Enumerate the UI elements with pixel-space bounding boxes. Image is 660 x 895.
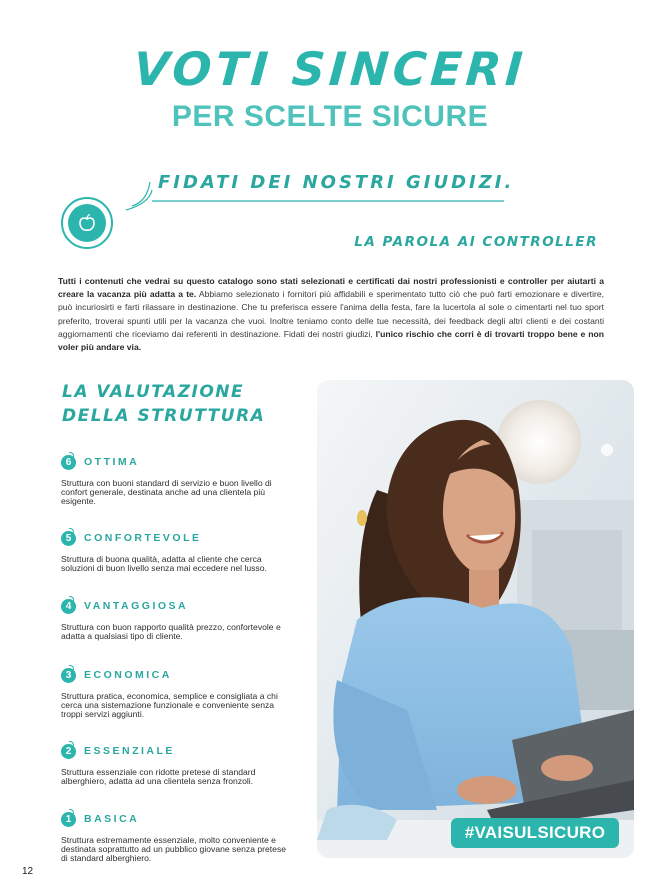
page-subtitle: PER SCELTE SICURE <box>171 100 489 133</box>
rating-description: Struttura essenziale con ridotte pretese di standard alberghiero, adatta ad una clientela senza fronzoli. <box>61 767 256 786</box>
rating-description: Struttura con buon rapporto qualità prezzo, confortevole e adatta a qualsiasi tipo di cliente. <box>61 622 281 641</box>
rating-description: Struttura pratica, economica, semplice e consigliata a chi cerca una sistemazione funzionale e conveniente senza troppi servizi aggiunti. <box>61 691 278 719</box>
rating-description: Struttura di buona qualità, adatta al cliente che cerca soluzioni di buon livello senza mai eccedere nel lusso. <box>61 554 267 573</box>
rating-heading-line1: LA VALUTAZIONE <box>62 382 245 402</box>
rating-number-badge: 2 <box>61 744 76 759</box>
controller-heading: LA PAROLA AI CONTROLLER <box>354 234 598 250</box>
rating-item-3 <box>61 666 291 718</box>
rating-number-badge: 5 <box>61 531 76 546</box>
rating-heading <box>62 380 265 428</box>
apple-badge <box>61 197 113 249</box>
rating-number-badge: 4 <box>61 599 76 614</box>
rating-description: Struttura estremamente essenziale, molto conveniente e destinata soprattutto ad un pubblico giovane senza pretese di standard alberghiero. <box>61 835 287 863</box>
rating-name: ECONOMICA <box>84 669 172 681</box>
rating-item-1 <box>61 810 291 862</box>
rating-name: OTTIMA <box>84 456 140 468</box>
intro-bold-end: l'unico rischio che corri è di trovarti troppo bene e non voler più andare via. <box>58 328 604 353</box>
tagline: FIDATI DEI NOSTRI GIUDIZI. <box>158 172 515 193</box>
rating-item-2 <box>61 742 291 786</box>
rating-item-6 <box>61 453 291 505</box>
rating-number-badge: 3 <box>61 668 76 683</box>
photo-illustration <box>317 380 634 858</box>
intro-paragraph <box>58 275 604 354</box>
rating-name: BASICA <box>84 813 140 825</box>
rating-name: VANTAGGIOSA <box>84 600 189 612</box>
rating-heading-line2: DELLA STRUTTURA <box>62 406 266 426</box>
intro-body: Abbiamo selezionato i fornitori più affidabili e sperimentato tutto ciò che può farti emozionare e divertire, può incuriosirti e farti rilassare in destinazione. Che tu preferisca essere l'anima della festa, fare la lucertola al sole o cimentarti nel tuo sport preferito, troverai spunti utili per la vacanza che vuoi. Inoltre teniamo conto delle tue necessità, dei feedback degli altri clienti e dei costanti aggiornamenti che riceviamo dai referenti in destinazione. Fidati dei nostri giudizi, <box>58 289 605 339</box>
rating-number-badge: 1 <box>61 812 76 827</box>
intro-bold-start: Tutti i contenuti che vedrai su questo catalogo sono stati selezionati e certificati dai nostri professionisti e controller per aiutarti a creare la vacanza più adatta a te. <box>58 276 604 300</box>
rating-item-4 <box>61 597 291 641</box>
rating-description: Struttura con buoni standard di servizio e buon livello di confort generale, destinata anche ad una clientela più esigente. <box>61 478 272 506</box>
apple-icon <box>76 212 98 234</box>
rating-name: CONFORTEVOLE <box>84 532 202 544</box>
rating-item-5 <box>61 529 291 573</box>
page-title: VOTI SINCERI <box>131 42 529 96</box>
rating-name: ESSENZIALE <box>84 745 175 757</box>
rating-number-badge: 6 <box>61 455 76 470</box>
page-number: 12 <box>22 866 34 877</box>
photo-woman-laptop <box>317 380 634 858</box>
hashtag-badge: #VAISULSICURO <box>451 818 619 848</box>
